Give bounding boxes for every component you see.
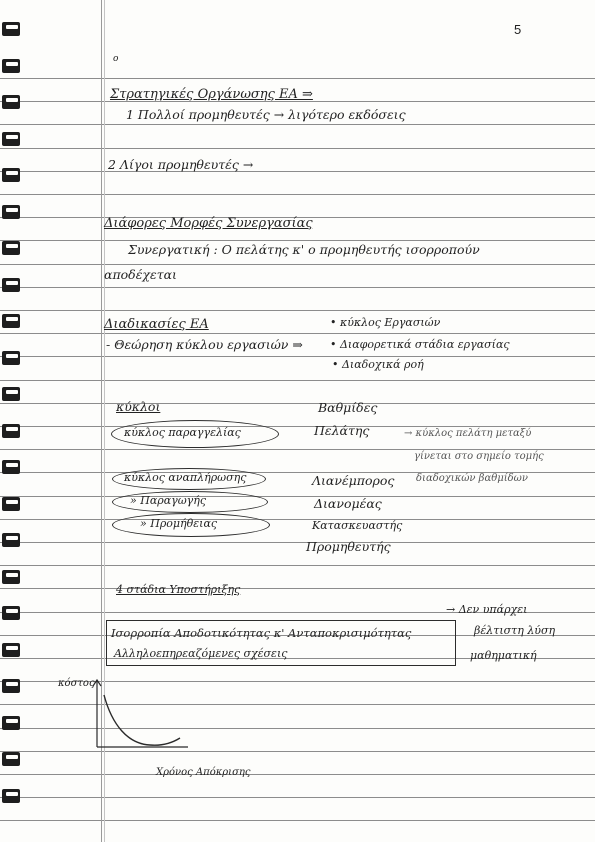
stage-customer: Πελάτης — [314, 423, 370, 438]
heading-cycles: κύκλοι — [116, 399, 161, 414]
side-no-exists: → Δεν υπάρχει — [446, 603, 528, 616]
heading-processes: Διαδικασίες ΕΑ — [104, 317, 209, 332]
stage-distributor: Διανομέας — [314, 496, 382, 511]
stage-manufacturer: Κατασκευαστής — [312, 519, 403, 532]
bullet-sequential-flow: • Διαδοχικά ροή — [332, 358, 424, 371]
bullet-stages: • Διαφορετικά στάδια εργασίας — [330, 338, 510, 351]
cycle-production: » Παραγωγής — [130, 494, 207, 507]
graph-curve — [104, 695, 180, 745]
stage-supplier: Προμηθευτής — [306, 539, 391, 554]
bullet-work-cycle: • κύκλος Εργασιών — [330, 316, 441, 329]
graph-y-label: κόστος — [58, 678, 95, 689]
page-number: 5 — [514, 22, 522, 37]
note-line-cooperative: Συνεργατική : Ο πελάτης κ' ο προμηθευτής ισορροπούν — [128, 242, 480, 257]
note-line-many-suppliers: 1 Πολλοί προμηθευτές → λιγότερο εκδόσεις — [126, 107, 406, 122]
box-balance-line: Ισορροπία Αποδοτικότητας κ' Ανταποκρισιμότητας — [111, 626, 412, 640]
side-note-line3: διαδοχικών βαθμίδων — [416, 473, 528, 484]
heading-support-levels: 4 στάδια Υποστήριξης — [116, 583, 241, 596]
stage-retailer: Λιανέμπορος — [312, 473, 395, 488]
cycle-order: κύκλος παραγγελίας — [124, 426, 241, 439]
note-line-accepts: αποδέχεται — [104, 267, 177, 282]
cycle-replenishment: κύκλος αναπλήρωσης — [124, 471, 247, 484]
note-line-few-suppliers: 2 Λίγοι προμηθευτές → — [108, 157, 254, 172]
box-relations-line: Αλληλοεπηρεαζόμενες σχέσεις — [114, 647, 288, 660]
note-line-work-cycle: - Θεώρηση κύκλου εργασιών ⇒ — [106, 337, 303, 352]
graph-x-label: Χρόνος Απόκρισης — [156, 767, 251, 778]
side-note-line1: → κύκλος πελάτη μεταξύ — [404, 428, 532, 439]
side-note-line2: γίνεται στο σημείο τομής — [414, 451, 544, 462]
heading-relations: Διάφορες Μορφές Συνεργασίας — [104, 216, 313, 231]
stage-levels: Βαθμίδες — [318, 400, 378, 415]
heading-strategies: Στρατηγικές Οργάνωσης ΕΑ ⇒ — [110, 87, 313, 102]
side-optimal-solution: βέλτιστη λύση — [474, 624, 556, 637]
cycle-procurement: » Προμήθειας — [140, 517, 218, 530]
side-mathematical: μαθηματική — [470, 649, 537, 662]
bullet-mark: o — [113, 54, 119, 64]
